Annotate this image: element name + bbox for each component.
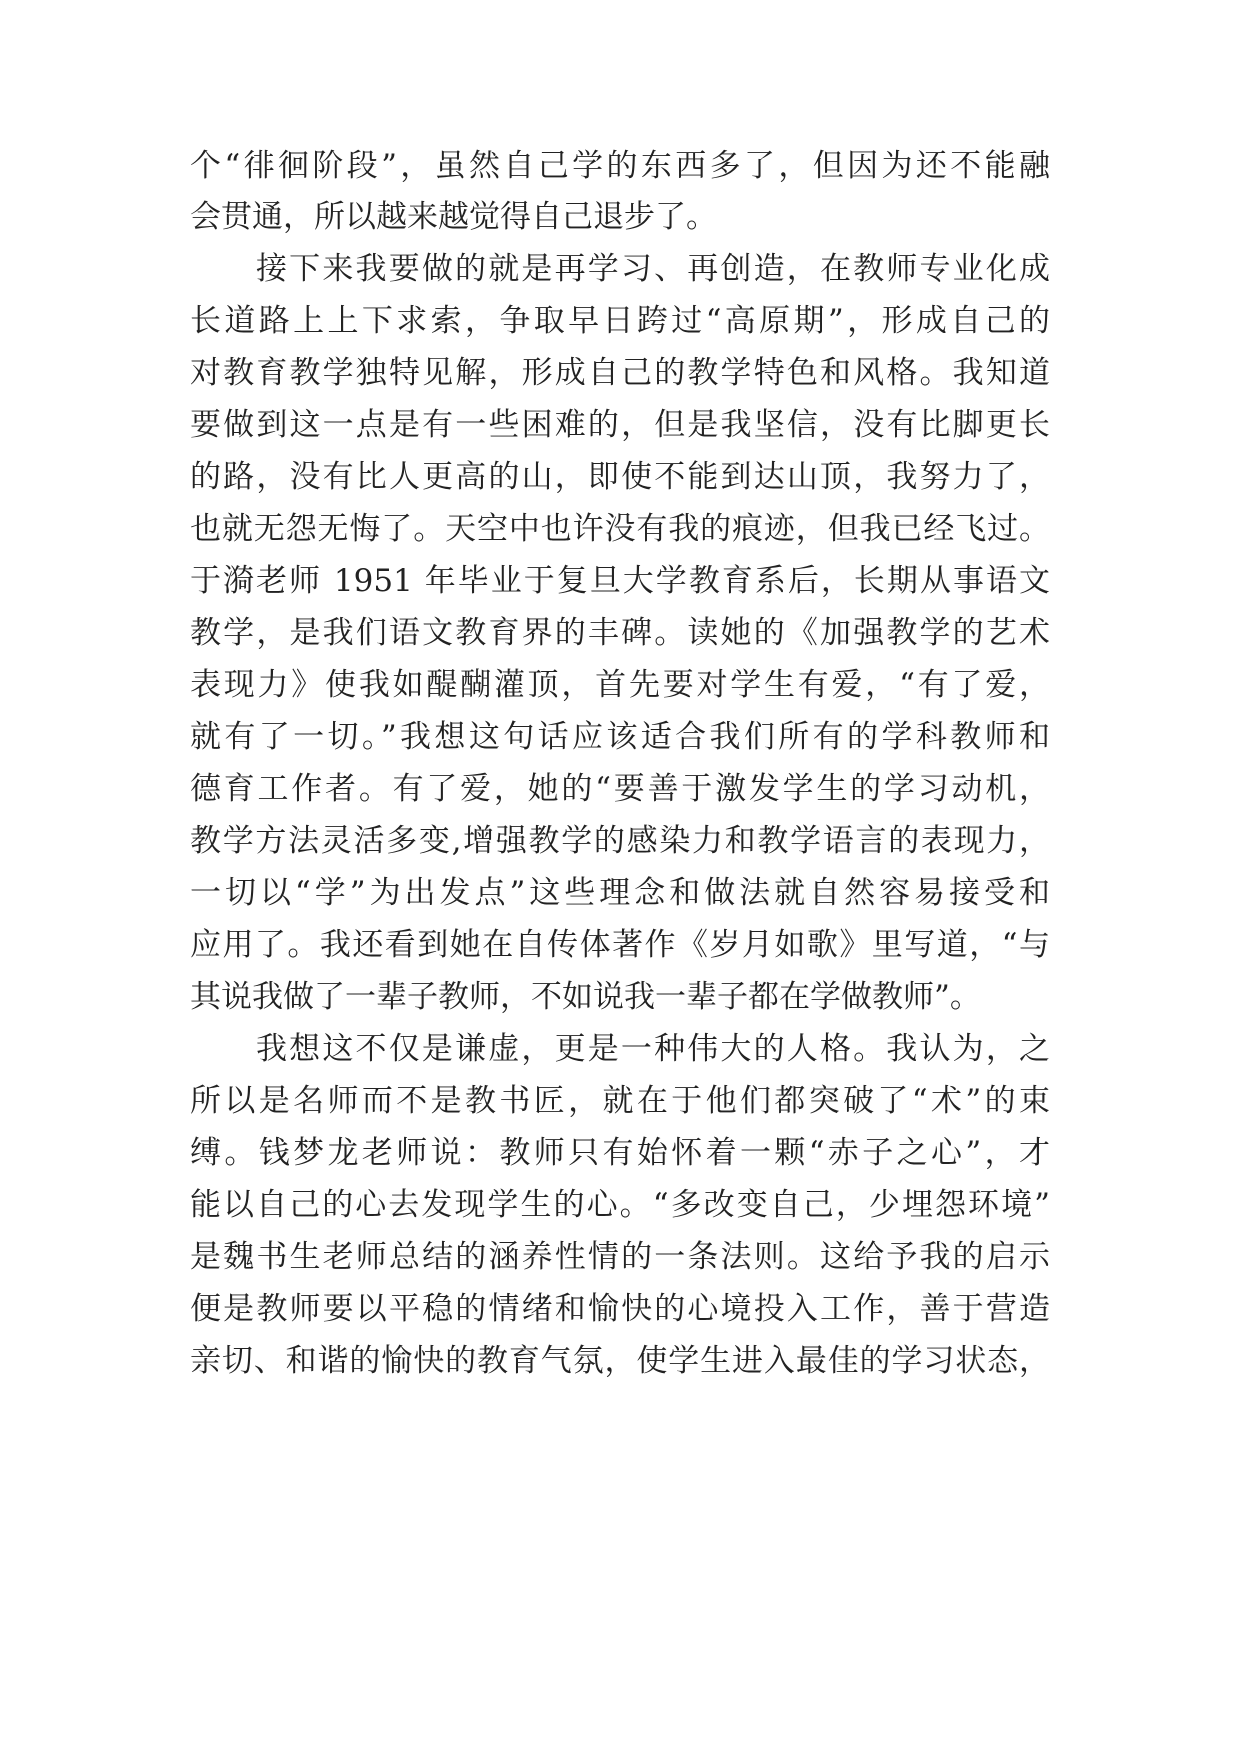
text-line: 应用了。我还看到她在自传体著作《岁月如歌》里写道，“与: [190, 927, 1050, 963]
text-line: 要做到这一点是有一些困难的，但是我坚信，没有比脚更长: [190, 407, 1050, 443]
text-line: 我想这不仅是谦虚，更是一种伟大的人格。我认为，之: [256, 1031, 1050, 1067]
text-line: 对教育教学独特见解，形成自己的教学特色和风格。我知道: [190, 355, 1050, 391]
text-line: 缚。钱梦龙老师说：教师只有始怀着一颗“赤子之心”，才: [190, 1135, 1050, 1171]
text-line: 其说我做了一辈子教师，不如说我一辈子都在学做教师”。: [190, 979, 981, 1015]
text-line: 长道路上上下求索，争取早日跨过“高原期”，形成自己的: [190, 303, 1050, 339]
text-line: 便是教师要以平稳的情绪和愉快的心境投入工作，善于营造: [190, 1291, 1050, 1327]
text-line: 就有了一切。”我想这句话应该适合我们所有的学科教师和: [190, 719, 1050, 755]
text-line: 一切以“学”为出发点”这些理念和做法就自然容易接受和: [190, 875, 1050, 911]
text-line: 能以自己的心去发现学生的心。“多改变自己，少埋怨环境”: [190, 1187, 1050, 1223]
text-line: 的路，没有比人更高的山，即使不能到达山顶，我努力了，: [190, 459, 1050, 495]
text-line: 教学方法灵活多变,增强教学的感染力和教学语言的表现力，: [190, 823, 1050, 859]
text-line: 个“徘徊阶段”，虽然自己学的东西多了，但因为还不能融: [190, 148, 1050, 184]
text-line: 教学，是我们语文教育界的丰碑。读她的《加强教学的艺术: [190, 615, 1050, 651]
text-line: 会贯通，所以越来越觉得自己退步了。: [190, 199, 717, 235]
text-line: 表现力》使我如醍醐灌顶，首先要对学生有爱，“有了爱，: [190, 667, 1050, 703]
text-line: 也就无怨无悔了。天空中也许没有我的痕迹，但我已经飞过。: [190, 511, 1050, 547]
text-line: 德育工作者。有了爱，她的“要善于激发学生的学习动机，: [190, 771, 1050, 807]
text-line: 所以是名师而不是教书匠，就在于他们都突破了“术”的束: [190, 1083, 1050, 1119]
text-line: 是魏书生老师总结的涵养性情的一条法则。这给予我的启示: [190, 1239, 1050, 1275]
text-line: 接下来我要做的就是再学习、再创造，在教师专业化成: [256, 251, 1050, 287]
text-line: 于漪老师 1951 年毕业于复旦大学教育系后，长期从事语文: [190, 563, 1050, 599]
text-line: 亲切、和谐的愉快的教育气氛，使学生进入最佳的学习状态，: [190, 1343, 1050, 1379]
